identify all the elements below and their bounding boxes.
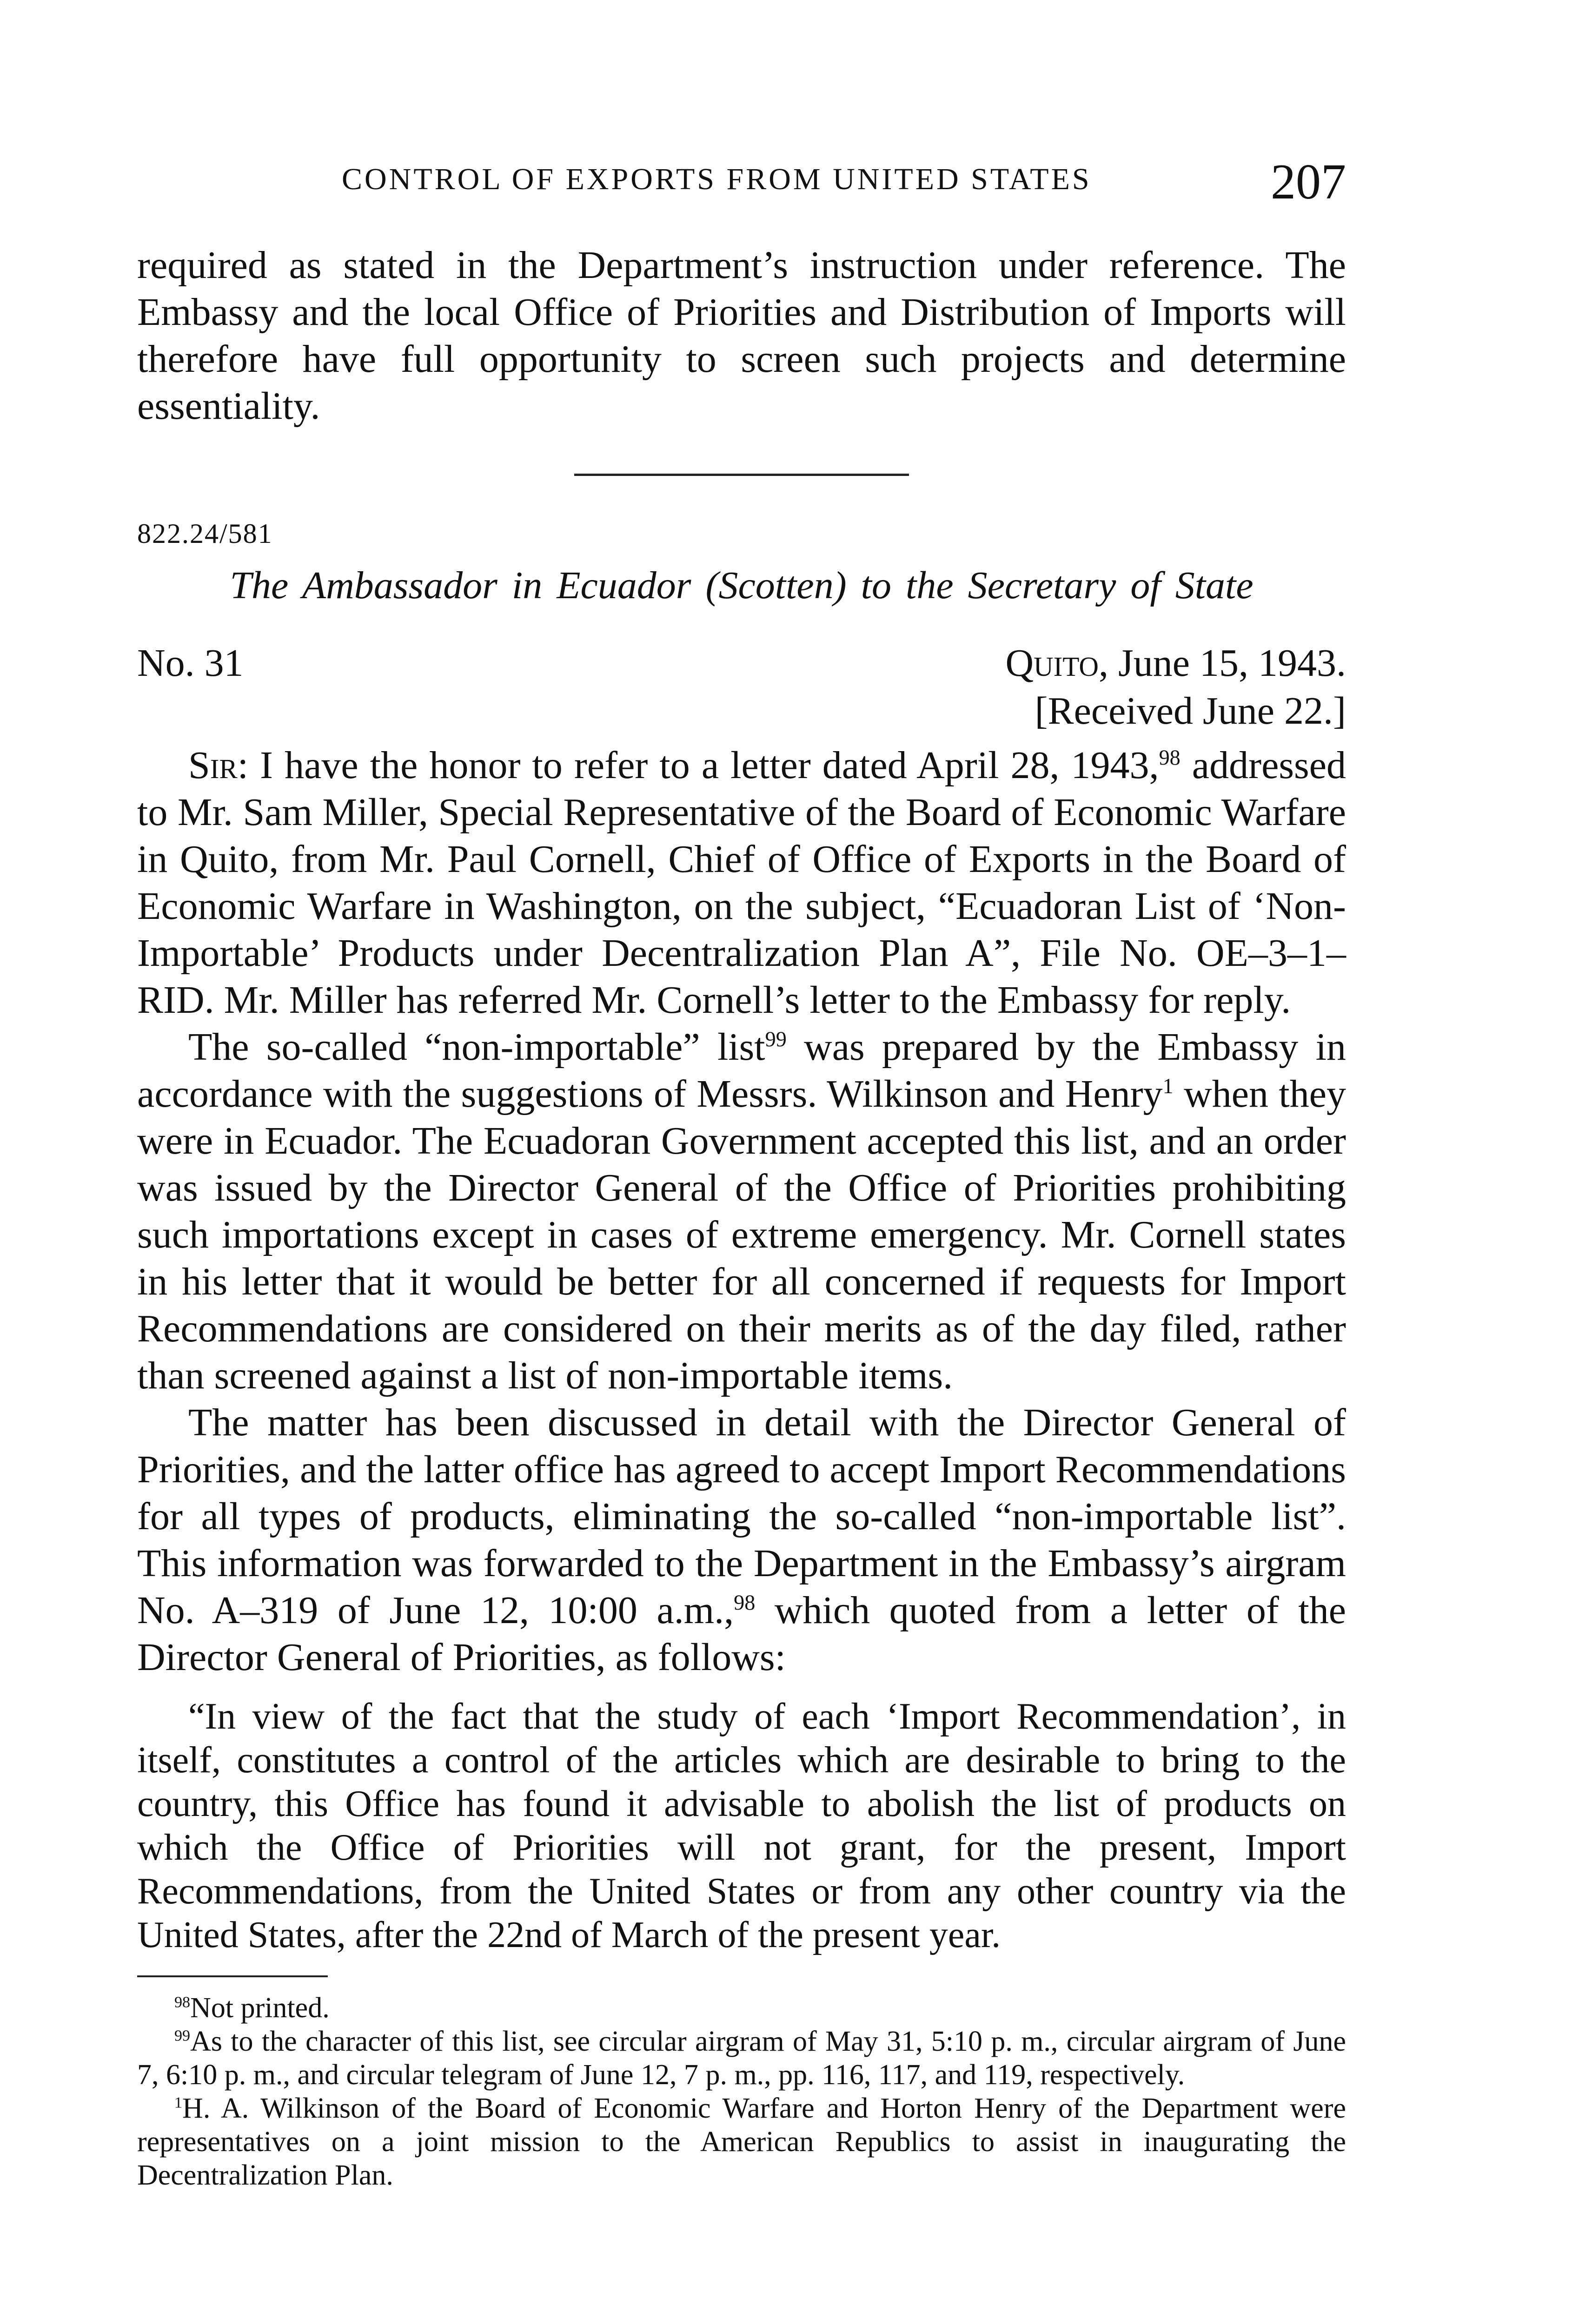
footnote-text: As to the character of this list, see circular airgram of May 31, 5:10 p. m., circular airgram of June 7, 6:10 p. m., and circular telegram of June 12, 7 p. m., pp. 116, 117, and 119, respectively. [137, 2026, 1346, 2091]
document-number: No. 31 [137, 641, 244, 685]
paragraph-text: The so-called “non-importable” list [188, 1025, 765, 1069]
footnote-marker: 98 [174, 1994, 191, 2011]
page-body [137, 242, 1346, 2192]
document-title: The Ambassador in Ecuador (Scotten) to the Secretary of State [230, 564, 1253, 607]
footnote [137, 2025, 1346, 2092]
place: Quito [1005, 641, 1099, 685]
footnote-text: H. A. Wilkinson of the Board of Economic Warfare and Horton Henry of the Department were representatives on a joint mission to the American Republics to assist in inaugurating the Decentralization Plan. [137, 2093, 1346, 2191]
letter-paragraph-2 [137, 1023, 1346, 1399]
footnote [137, 2092, 1346, 2192]
running-head: CONTROL OF EXPORTS FROM UNITED STATES [342, 162, 1092, 196]
footnote-ref-98: 98 [1159, 746, 1180, 769]
paragraph-text: addressed to Mr. Sam Miller, Special Representative of the Board of Economic Warfare in Quito, from Mr. Paul Cornell, Chief of Office of Exports in the Board of Economic Warfare in Washington, on the subject, “Ecuadoran List of ‘Non-Importable’ Products under Decentralization Plan A”, File No. OE–3–1–RID. Mr. Miller has referred Mr. Cornell’s letter to the Embassy for reply. [137, 744, 1346, 1022]
footnote-ref-99: 99 [765, 1027, 787, 1051]
page-header [137, 153, 1346, 209]
quote-text: “In view of the fact that the study of each ‘Import Recommendation’, in itself, constitutes a control of the articles which are desirable to bring to the country, this Office has found it advisable to abolish the list of products on which the Office of Priorities will not grant, for the present, Import Recommendations, from the United States or from any other country via the United States, after the 22nd of March of the present year. [137, 1696, 1346, 1955]
footnote-marker: 99 [174, 2027, 191, 2045]
place-date [1006, 640, 1346, 686]
file-number: 822.24/581 [137, 518, 273, 549]
footnote-text: Not printed. [190, 1992, 330, 2024]
footnote-divider [137, 1975, 328, 1977]
footnote-ref-1: 1 [1162, 1074, 1174, 1098]
letter-paragraph-1 [137, 742, 1346, 1023]
footnote [137, 1991, 1346, 2025]
received-date: [Received June 22.] [1035, 689, 1346, 733]
dateline [137, 640, 1346, 687]
date: , June 15, 1943. [1099, 641, 1346, 685]
footnotes [137, 1991, 1346, 2192]
letter-paragraph-3 [137, 1399, 1346, 1681]
paragraph-text: when they were in Ecuador. The Ecuadoran Government accepted this list, and an order was issued by the Director General of the Office of Priorities prohibiting such importations except in cases of extreme emergency. Mr. Cornell states in his letter that it would be better for all concerned if requests for Import Recommendations are considered on their merits as of the day filed, rather than screened against a list of non-importable items. [137, 1072, 1346, 1397]
section-divider [574, 474, 909, 476]
paragraph-text: : I have the honor to refer to a letter dated April 28, 1943, [237, 744, 1159, 787]
paragraph-text: was prepared by the Embassy in accordance with the suggestions of Messrs. Wilkinson and Henry [137, 1025, 1346, 1116]
block-quote [137, 1695, 1346, 1957]
paragraph-text: The matter has been discussed in detail with the Director General of Priorities, and the latter office has agreed to accept Import Recommendations for all types of products, eliminating the so-called “non-importable list”. This information was forwarded to the Department in the Embassy’s airgram No. A–319 of June 12, 10:00 a.m., [137, 1401, 1346, 1632]
page-number: 207 [1271, 154, 1346, 210]
paragraph-text: which quoted from a letter of the Director General of Priorities, as follows: [137, 1589, 1346, 1679]
salutation: Sir [188, 744, 238, 787]
footnote-marker: 1 [174, 2094, 183, 2112]
footnote-ref-98: 98 [734, 1591, 756, 1614]
continued-paragraph: required as stated in the Department’s instruction under reference. The Embassy and the local Office of Priorities and Distribution of Imports will therefore have full opportunity to screen such projects and determine essentiality. [137, 244, 1346, 428]
